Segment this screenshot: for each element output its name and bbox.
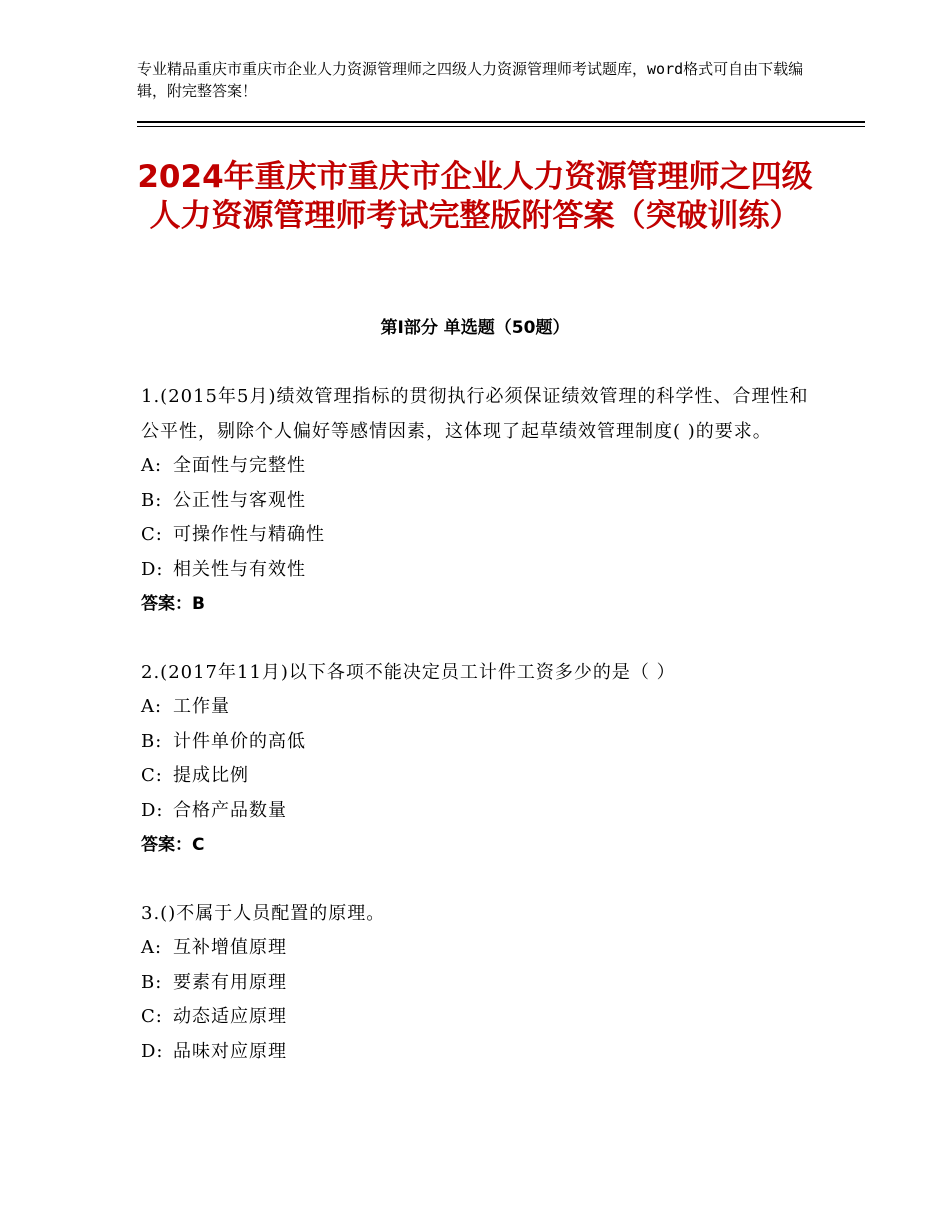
option-d: [141, 553, 811, 588]
option-a: [141, 690, 811, 725]
option-text: 品味对应原理: [173, 1040, 287, 1062]
option-letter: B:: [141, 971, 163, 993]
question-1: [141, 380, 811, 622]
answer-line: 答案：C: [141, 835, 205, 855]
option-text: 全面性与完整性: [173, 455, 306, 476]
option-text: 合格产品数量: [173, 799, 287, 821]
header-note: 专业精品重庆市重庆市企业人力资源管理师之四级人力资源管理师考试题库，word格式可自由下载编辑，附完整答案！: [137, 60, 804, 100]
option-d: [141, 1035, 811, 1070]
option-letter: D:: [141, 1040, 164, 1062]
option-text: 计件单价的高低: [173, 730, 306, 752]
header-rule-thick: [137, 121, 865, 123]
option-text: 工作量: [173, 696, 230, 717]
question-list: [141, 380, 811, 1103]
option-letter: A:: [141, 696, 163, 717]
option-letter: B:: [141, 730, 163, 752]
document-title: 2024年重庆市重庆市企业人力资源管理师之四级人力资源管理师考试完整版附答案（突破训练）: [137, 159, 813, 234]
question-stem: 2.(2017年11月)以下各项不能决定员工计件工资多少的是（ ）: [141, 661, 676, 683]
option-text: 动态适应原理: [173, 1006, 287, 1027]
question-2: [141, 656, 811, 863]
option-c: [141, 518, 811, 553]
option-c: [141, 1000, 811, 1035]
option-b: [141, 725, 811, 760]
option-letter: C:: [141, 765, 163, 786]
option-b: [141, 966, 811, 1001]
option-text: 要素有用原理: [173, 971, 287, 993]
question-stem: 1.(2015年5月)绩效管理指标的贯彻执行必须保证绩效管理的科学性、合理性和公平性，剔除个人偏好等感情因素，这体现了起草绩效管理制度( )的要求。: [141, 386, 809, 442]
option-letter: A:: [141, 455, 163, 476]
option-d: [141, 794, 811, 829]
option-letter: A:: [141, 937, 163, 958]
option-a: [141, 931, 811, 966]
option-text: 可操作性与精确性: [173, 524, 325, 545]
option-letter: C:: [141, 524, 163, 545]
option-letter: C:: [141, 1006, 163, 1027]
section-title: 第Ⅰ部分 单选题（50题）: [380, 318, 570, 338]
option-c: [141, 759, 811, 794]
option-text: 提成比例: [173, 765, 249, 786]
question-3: [141, 897, 811, 1070]
option-letter: D:: [141, 799, 164, 821]
option-b: [141, 484, 811, 519]
option-text: 公正性与客观性: [173, 489, 306, 511]
question-stem: 3.()不属于人员配置的原理。: [141, 902, 386, 924]
option-text: 相关性与有效性: [173, 558, 306, 580]
answer-line: 答案：B: [141, 594, 205, 614]
option-a: [141, 449, 811, 484]
header-rule-thin: [137, 126, 865, 127]
option-letter: D:: [141, 558, 164, 580]
option-letter: B:: [141, 489, 163, 511]
option-text: 互补增值原理: [173, 937, 287, 958]
